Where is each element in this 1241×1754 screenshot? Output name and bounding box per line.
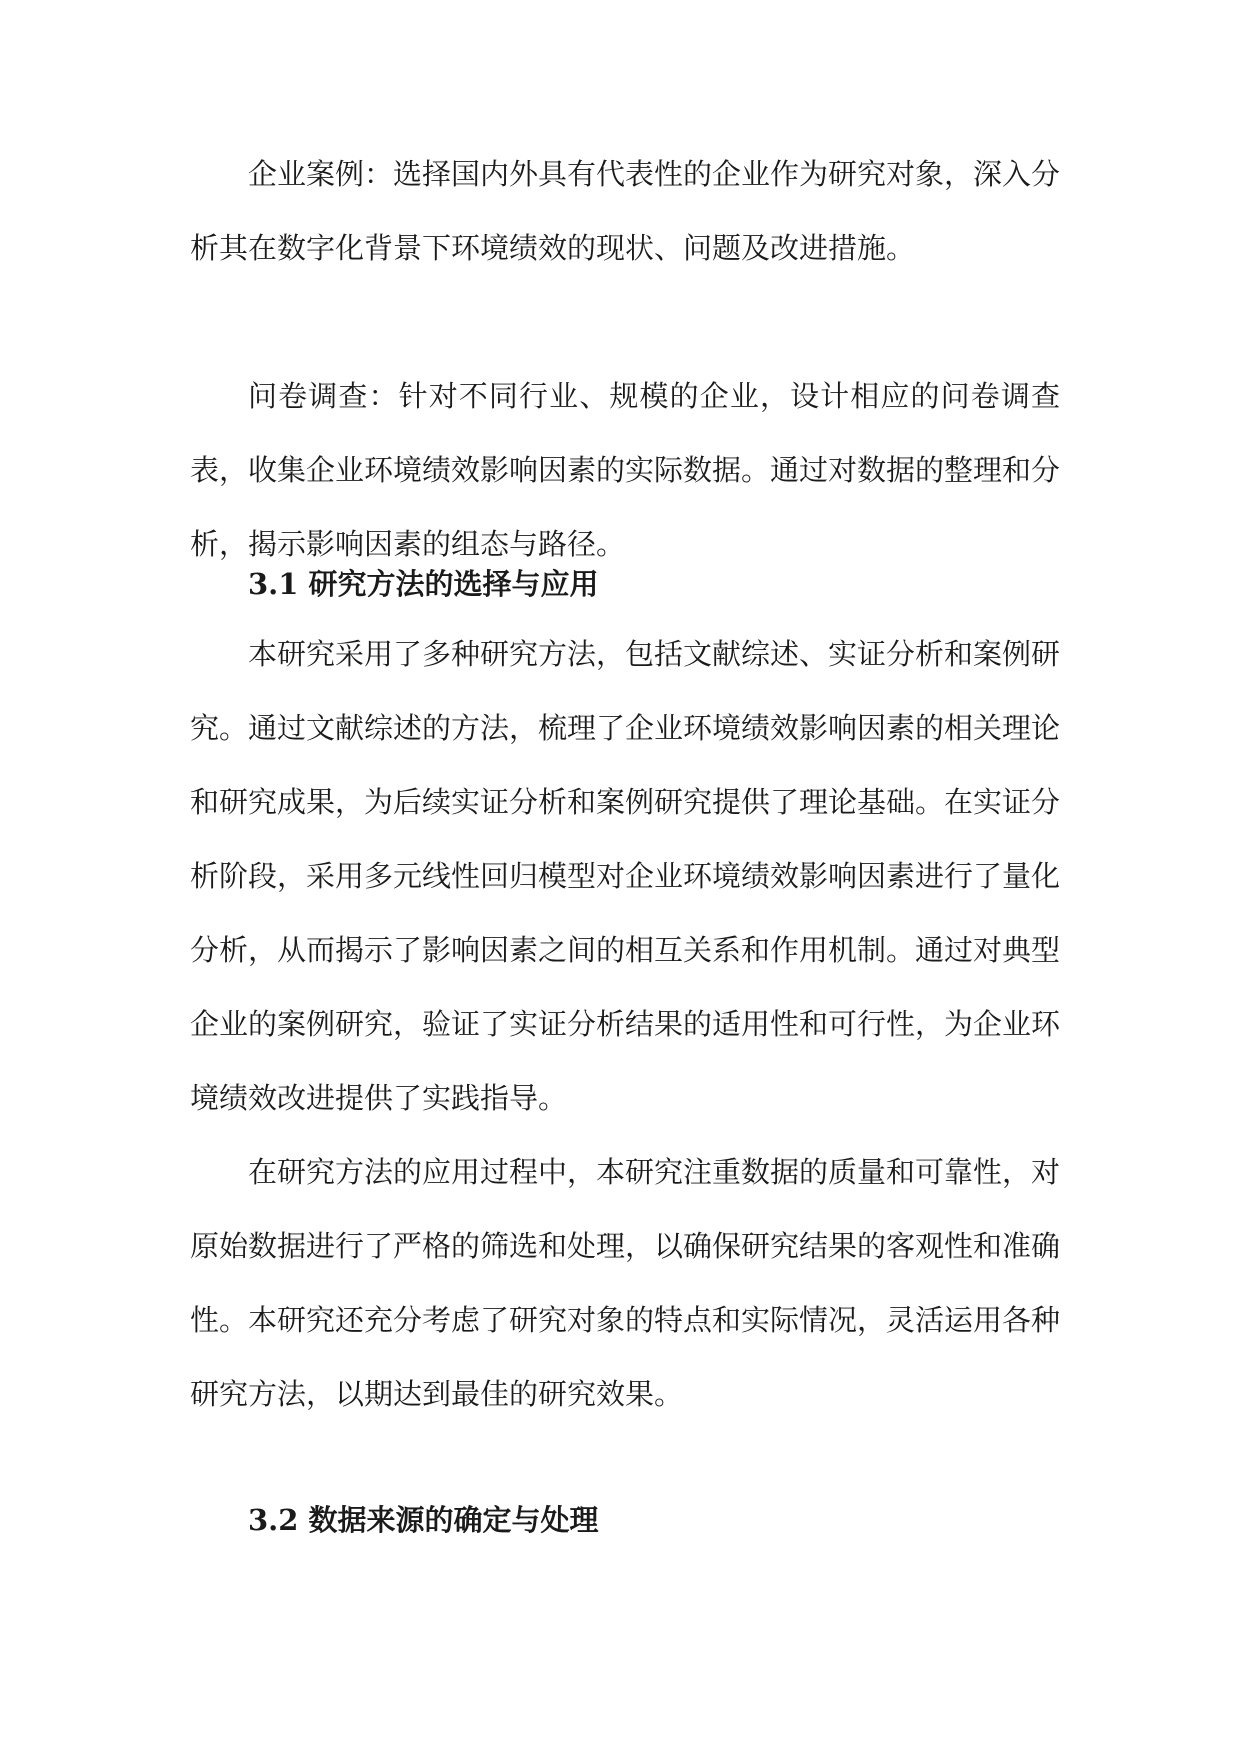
section-heading-3-2: 3.2 数据来源的确定与处理 — [248, 1503, 599, 1537]
paragraph-enterprise-case: 企业案例：选择国内外具有代表性的企业作为研究对象，深入分析其在数字化背景下环境绩效的现状、问题及改进措施。 — [190, 157, 1061, 265]
paragraph-questionnaire: 问卷调查：针对不同行业、规模的企业，设计相应的问卷调查表，收集企业环境绩效影响因素的实际数据。通过对数据的整理和分析，揭示影响因素的组态与路径。 — [190, 379, 1061, 561]
paragraph-method-application: 在研究方法的应用过程中，本研究注重数据的质量和可靠性，对原始数据进行了严格的筛选和处理，以确保研究结果的客观性和准确性。本研究还充分考虑了研究对象的特点和实际情况，灵活运用各种研究方法，以期达到最佳的研究效果。 — [190, 1155, 1061, 1411]
section-heading-3-1: 3.1 研究方法的选择与应用 — [248, 567, 599, 601]
paragraph-research-methods: 本研究采用了多种研究方法，包括文献综述、实证分析和案例研究。通过文献综述的方法，梳理了企业环境绩效影响因素的相关理论和研究成果，为后续实证分析和案例研究提供了理论基础。在实证分析阶段，采用多元线性回归模型对企业环境绩效影响因素进行了量化分析，从而揭示了影响因素之间的相互关系和作用机制。通过对典型企业的案例研究，验证了实证分析结果的适用性和可行性，为企业环境绩效改进提供了实践指导。 — [190, 637, 1061, 1115]
